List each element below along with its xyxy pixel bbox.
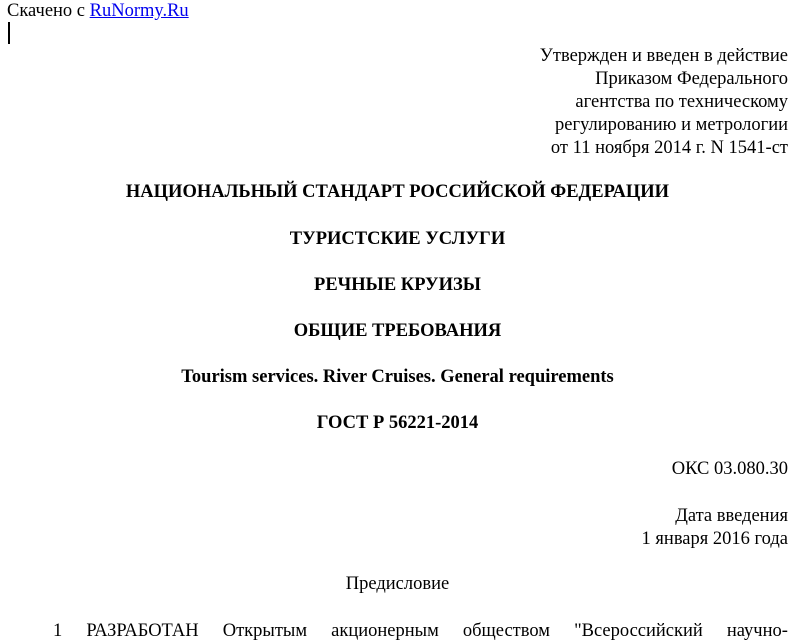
intro-date-label: Дата введения bbox=[675, 506, 788, 526]
approval-block bbox=[540, 45, 788, 160]
oks-code: ОКС 03.080.30 bbox=[671, 459, 788, 479]
approval-line: Утвержден и введен в действие bbox=[539, 46, 788, 66]
text-cursor bbox=[8, 22, 10, 44]
document-title: НАЦИОНАЛЬНЫЙ СТАНДАРТ РОССИЙСКОЙ ФЕДЕРАЦИИ bbox=[125, 182, 670, 202]
source-line bbox=[7, 0, 189, 23]
subtitle-tourism: ТУРИСТСКИЕ УСЛУГИ bbox=[289, 229, 506, 249]
para-word: научно- bbox=[726, 621, 788, 641]
para-word: обществом bbox=[462, 621, 550, 641]
english-title: Tourism services. River Cruises. General requirements bbox=[181, 367, 614, 387]
para-word: "Всероссийский bbox=[574, 621, 703, 641]
source-prefix: Скачено с bbox=[7, 1, 86, 21]
approval-line: Приказом Федерального bbox=[595, 69, 788, 89]
approval-line: регулированию и метрологии bbox=[555, 115, 788, 135]
subtitle-river-cruises: РЕЧНЫЕ КРУИЗЫ bbox=[314, 275, 481, 295]
para-word: 1 bbox=[53, 621, 63, 641]
intro-date-value: 1 января 2016 года bbox=[641, 529, 788, 549]
para-word: РАЗРАБОТАН bbox=[86, 621, 199, 641]
standard-code: ГОСТ Р 56221-2014 bbox=[316, 413, 479, 433]
para-word: акционерным bbox=[331, 621, 439, 641]
subtitle-general-requirements: ОБЩИЕ ТРЕБОВАНИЯ bbox=[293, 321, 502, 341]
approval-line: агентства по техническому bbox=[575, 92, 788, 112]
para-word: Открытым bbox=[222, 621, 308, 641]
foreword-heading: Предисловие bbox=[345, 574, 450, 594]
source-link[interactable]: RuNormy.Ru bbox=[89, 1, 189, 21]
approval-line: от 11 ноября 2014 г. N 1541-ст bbox=[550, 138, 788, 158]
foreword-paragraph bbox=[53, 620, 788, 643]
